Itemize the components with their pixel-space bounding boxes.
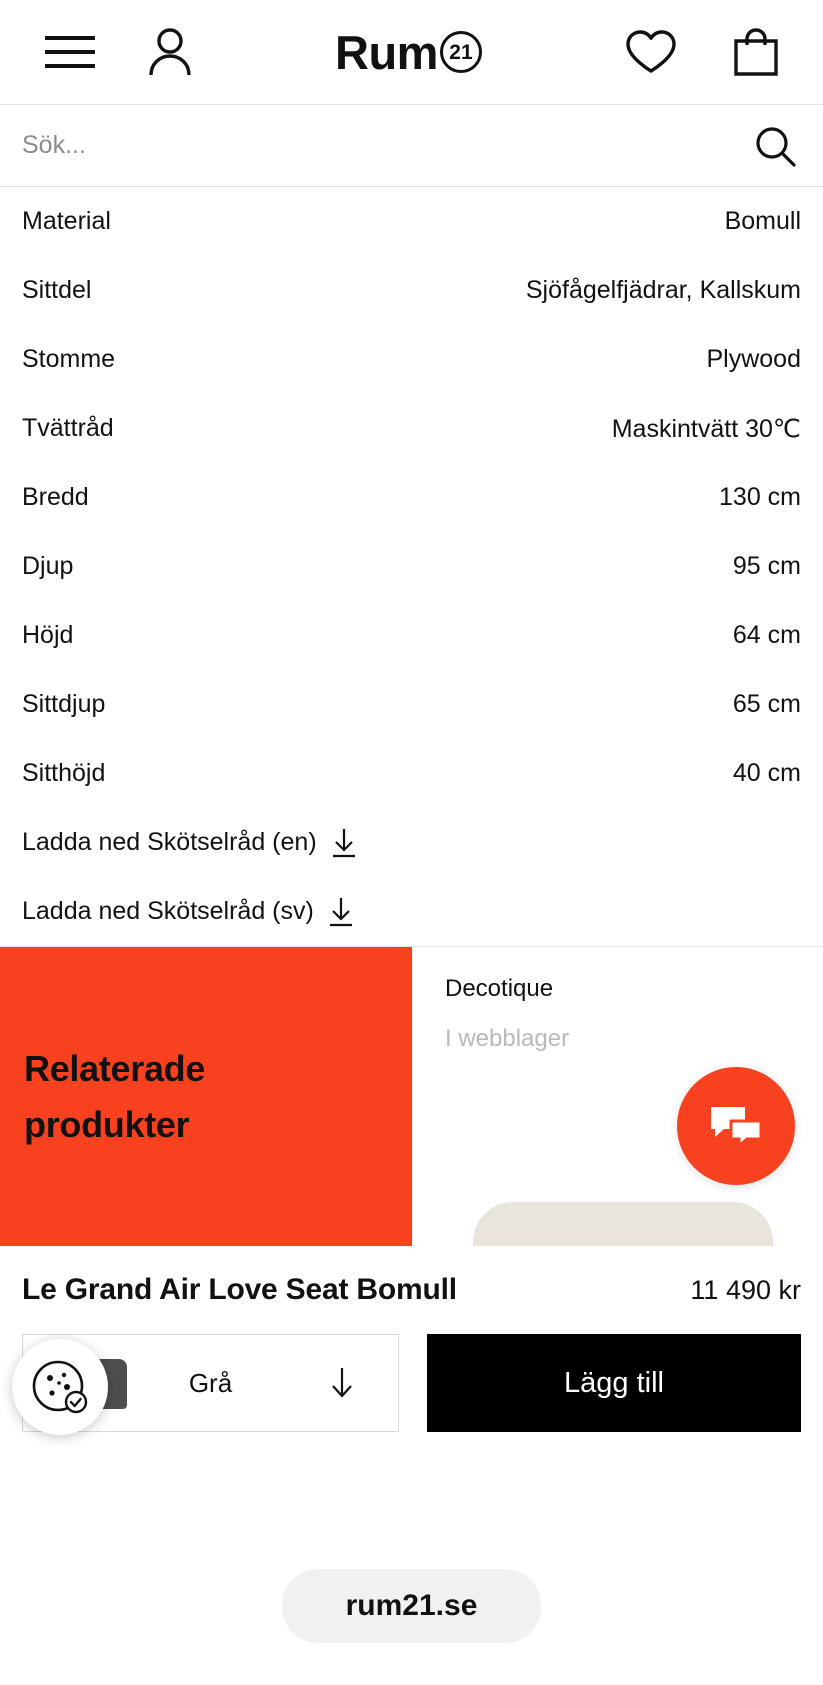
spec-label: Tvättråd bbox=[22, 414, 114, 442]
spec-value: 95 cm bbox=[732, 552, 801, 580]
download-care-instructions-sv[interactable] bbox=[22, 877, 801, 946]
site-header bbox=[0, 0, 823, 105]
search-input[interactable] bbox=[22, 131, 642, 160]
related-products-section bbox=[0, 946, 823, 1246]
download-label: Ladda ned Skötselråd (sv) bbox=[22, 897, 314, 925]
download-icon[interactable] bbox=[331, 828, 357, 858]
search-icon[interactable] bbox=[753, 124, 797, 168]
spec-value: Plywood bbox=[706, 345, 801, 373]
spec-label: Höjd bbox=[22, 621, 74, 649]
spec-value: 65 cm bbox=[732, 690, 801, 718]
product-price: 11 490 kr bbox=[690, 1274, 801, 1305]
search-bar[interactable] bbox=[0, 105, 823, 187]
product-title-row bbox=[22, 1246, 801, 1334]
table-row bbox=[22, 463, 801, 532]
product-thumbnail bbox=[473, 1202, 773, 1246]
product-brand: Decotique bbox=[445, 975, 554, 1002]
spec-label: Sittdel bbox=[22, 276, 92, 304]
logo-text: Rum bbox=[335, 25, 438, 79]
product-purchase-bar bbox=[0, 1246, 823, 1432]
spec-label: Material bbox=[22, 207, 111, 235]
heart-icon[interactable] bbox=[625, 29, 677, 75]
spec-value: 64 cm bbox=[732, 621, 801, 649]
spec-label: Djup bbox=[22, 552, 74, 580]
add-to-cart-button[interactable]: Lägg till bbox=[427, 1334, 801, 1432]
related-heading-line2: produkter bbox=[24, 1103, 190, 1145]
download-icon[interactable] bbox=[328, 897, 354, 927]
chat-bubbles-icon[interactable] bbox=[677, 1067, 795, 1185]
related-products-title-tile bbox=[0, 947, 412, 1246]
stock-status: I webblager bbox=[445, 1025, 570, 1052]
table-row bbox=[22, 187, 801, 256]
spec-value: Sjöfågelfjädrar, Kallskum bbox=[525, 276, 801, 304]
product-actions bbox=[22, 1334, 801, 1432]
cookie-consent-icon[interactable] bbox=[12, 1339, 108, 1435]
site-url-badge: rum21.se bbox=[282, 1569, 542, 1643]
table-row bbox=[22, 256, 801, 325]
page-title: Le Grand Air Love Seat Bomull bbox=[22, 1273, 457, 1306]
variant-label: Grå bbox=[188, 1367, 233, 1398]
download-care-instructions-en[interactable] bbox=[22, 808, 801, 877]
spec-value: Maskintvätt 30℃ bbox=[611, 414, 801, 443]
table-row bbox=[22, 394, 801, 463]
spec-label: Sitthöjd bbox=[22, 759, 106, 787]
table-row bbox=[22, 325, 801, 394]
url-pill-container bbox=[0, 1569, 823, 1643]
related-products-heading bbox=[24, 1041, 205, 1153]
hamburger-menu-icon[interactable] bbox=[44, 35, 96, 69]
spec-value: Bomull bbox=[724, 207, 801, 235]
table-row bbox=[22, 601, 801, 670]
specification-list bbox=[0, 187, 823, 946]
spec-value: 40 cm bbox=[732, 759, 801, 787]
spec-label: Stomme bbox=[22, 345, 116, 373]
header-right-group bbox=[625, 27, 779, 77]
user-account-icon[interactable] bbox=[148, 27, 192, 77]
table-row bbox=[22, 532, 801, 601]
spec-value: 130 cm bbox=[719, 483, 801, 511]
download-label: Ladda ned Skötselråd (en) bbox=[22, 828, 317, 856]
logo-badge: 21 bbox=[440, 31, 482, 73]
chevron-down-arrow-icon[interactable] bbox=[328, 1366, 356, 1400]
table-row bbox=[22, 739, 801, 808]
spec-label: Sittdjup bbox=[22, 690, 106, 718]
site-logo[interactable] bbox=[335, 25, 482, 79]
table-row bbox=[22, 670, 801, 739]
shopping-bag-icon[interactable] bbox=[733, 27, 779, 77]
related-heading-line1: Relaterade bbox=[24, 1047, 206, 1089]
spec-label: Bredd bbox=[22, 483, 89, 511]
header-left-group bbox=[44, 27, 192, 77]
